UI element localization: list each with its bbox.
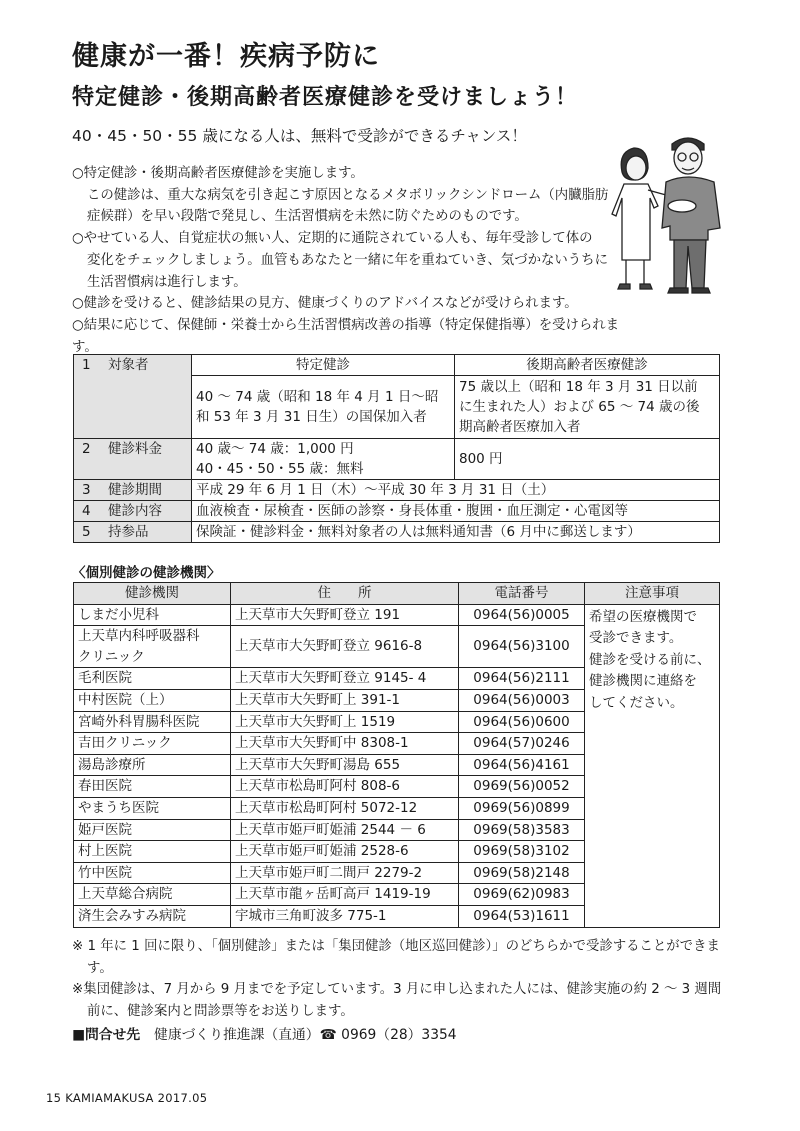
clinic-name (74, 604, 231, 626)
table-cell: 保険証・健診料金・無料対象者の人は無料通知書（6 月中に郵送します） (192, 522, 720, 543)
clinic-phone: 0969(58)2148 (459, 862, 585, 884)
bullet-line: ○結果に応じて、保健師・栄養士から生活習慣病改善の指導（特定保健指導）を受けられます。 (72, 317, 620, 355)
row-label: 対象者 (108, 357, 149, 373)
contact-phone: 0969（28）3354 (341, 1027, 457, 1043)
clinic-name-line: 中村医院（上） (78, 691, 173, 708)
clinic-name-line: やまうち医院 (78, 799, 159, 816)
cell-line: 75 歳以上（昭和 18 年 3 月 31 日以前 (459, 379, 698, 395)
page-footer: 15 KAMIAMAKUSA 2017.05 (46, 1091, 208, 1105)
footnote: ※集団健診は、7 月から 9 月までを予定しています。3 月に申し込まれた人には、健診実施の約 2 ～ 3 週間前に、健診案内と問診票等をお送りします。 (72, 982, 722, 1020)
cell-line: 期高齢者医療加入者 (459, 419, 581, 435)
note-line: してください。 (589, 694, 684, 711)
clinic-phone: 0964(56)0600 (459, 711, 585, 733)
clinic-address: 上天草市松島町阿村 808-6 (231, 776, 459, 798)
clinic-name (74, 884, 231, 906)
clinic-phone: 0964(56)2111 (459, 668, 585, 690)
table-row (74, 439, 720, 480)
row-label: 健診内容 (108, 503, 162, 519)
row-label: 健診料金 (108, 441, 162, 457)
contact-label: ■問合せ先 (72, 1027, 141, 1043)
clinic-name (74, 797, 231, 819)
clinic-phone: 0964(56)0003 (459, 689, 585, 711)
row-number: 4 (82, 503, 91, 519)
intro-text: 40・45・50・55 歳になる人は、無料で受診ができるチャンス！ (72, 127, 527, 145)
clinic-address: 上天草市姫戸町姫浦 2544 － 6 (231, 819, 459, 841)
clinic-name (74, 841, 231, 863)
column-header: 後期高齢者医療健診 (455, 355, 720, 376)
clinic-name (74, 862, 231, 884)
clinic-address: 上天草市大矢野町上 391-1 (231, 689, 459, 711)
phone-icon: ☎ (319, 1027, 337, 1043)
column-header: 住 所 (231, 583, 459, 605)
clinic-address: 上天草市大矢野町登立 191 (231, 604, 459, 626)
contact-info (72, 1023, 457, 1043)
clinic-name-line: 姫戸医院 (78, 821, 132, 838)
clinic-name (74, 754, 231, 776)
row-number: 5 (82, 524, 91, 540)
nurse-figure (612, 148, 670, 289)
bullet-line: ○健診を受けると、健診結果の見方、健康づくりのアドバイスなどが受けられます。 (72, 296, 578, 312)
page-subtitle: 特定健診・後期高齢者医療健診を受けましょう！ (72, 85, 579, 110)
clinic-phone: 0969(58)3102 (459, 841, 585, 863)
row-number: 2 (82, 441, 91, 457)
table-row (74, 522, 720, 543)
clinic-address: 上天草市大矢野町中 8308-1 (231, 733, 459, 755)
clinic-name (74, 905, 231, 927)
clinic-address: 上天草市松島町阿村 5072-12 (231, 797, 459, 819)
footnotes (72, 936, 722, 1023)
clinic-name (74, 776, 231, 798)
bullet-line: この健診は、重大な病気を引き起こす原因となるメタボリックシンドローム（内臓脂肪 (87, 187, 609, 203)
clinic-phone: 0964(56)0005 (459, 604, 585, 626)
column-header: 注意事項 (585, 583, 720, 605)
clinic-name (74, 626, 231, 668)
clinic-name (74, 689, 231, 711)
cell-line: 40 ～ 74 歳（昭和 18 年 4 月 1 日～昭 (196, 389, 439, 405)
clinic-address: 上天草市姫戸町姫浦 2528-6 (231, 841, 459, 863)
column-header: 健診機関 (74, 583, 231, 605)
clinic-phone: 0964(56)4161 (459, 754, 585, 776)
table-cell: 血液検査・尿検査・医師の診察・身長体重・腹囲・血圧測定・心電図等 (192, 501, 720, 522)
clinic-name-line: クリニック (78, 648, 145, 665)
screening-summary-table (73, 354, 720, 543)
clinic-phone: 0969(58)3583 (459, 819, 585, 841)
bullet-line: ○特定健診・後期高齢者医療健診を実施します。 (72, 166, 364, 181)
clinic-address: 上天草市龍ヶ岳町高戸 1419-19 (231, 884, 459, 906)
bullet-line: ○やせている人、自覚症状の無い人、定期的に通院されている人も、毎年受診して体の (72, 231, 593, 247)
column-header: 特定健診 (192, 355, 455, 376)
note-line: 希望の医療機関で (589, 608, 697, 625)
note-line: 健診を受ける前に、 (589, 651, 711, 668)
cell-line: 40 歳～ 74 歳：1,000 円 (196, 441, 354, 457)
clinic-address: 上天草市大矢野町登立 9616-8 (231, 626, 459, 668)
patient-figure (662, 138, 720, 293)
nurse-and-patient-illustration (604, 128, 732, 298)
row-label: 健診期間 (108, 482, 162, 498)
clinic-name-line: しまだ小児科 (78, 606, 159, 623)
clinic-name (74, 668, 231, 690)
clinic-address: 上天草市大矢野町登立 9145- 4 (231, 668, 459, 690)
clinic-notes (585, 604, 720, 927)
row-header (74, 439, 192, 480)
column-header: 電話番号 (459, 583, 585, 605)
clinic-name (74, 711, 231, 733)
cell-line: 和 53 年 3 月 31 日生）の国保加入者 (196, 409, 427, 425)
footnote: ※ 1 年に 1 回に限り、「個別健診」または「集団健診（地区巡回健診）」のどちらかで受診することができます。 (72, 939, 720, 976)
clinic-name-line: 上天草内科呼吸器科 (78, 628, 200, 645)
row-label: 持参品 (108, 524, 149, 540)
row-number: 3 (82, 482, 91, 498)
clinic-name-line: 春田医院 (78, 778, 132, 795)
row-header (74, 522, 192, 543)
row-header (74, 355, 192, 439)
table-header-row (74, 583, 720, 605)
clinic-name-line: 毛利医院 (78, 670, 132, 687)
clinic-name-line: 湯島診療所 (78, 756, 146, 773)
row-header (74, 480, 192, 501)
clinic-address: 上天草市姫戸町二間戸 2279-2 (231, 862, 459, 884)
clinic-address: 宇城市三角町波多 775-1 (231, 905, 459, 927)
table-row (74, 480, 720, 501)
cell-line: に生まれた人）および 65 ～ 74 歳の後 (459, 399, 700, 415)
clinic-name (74, 733, 231, 755)
clinics-table (73, 582, 720, 928)
clinic-name-line: 上天草総合病院 (78, 886, 173, 903)
clinic-name-line: 村上医院 (78, 843, 132, 860)
clinic-phone: 0969(62)0983 (459, 884, 585, 906)
clinic-name-line: 吉田クリニック (78, 735, 172, 752)
bullet-line: 生活習慣病は進行します。 (87, 274, 247, 290)
clinic-phone: 0969(56)0052 (459, 776, 585, 798)
table-cell (455, 376, 720, 439)
table-row (74, 501, 720, 522)
clinic-name-line: 宮崎外科胃腸科医院 (78, 713, 200, 730)
clinic-name (74, 819, 231, 841)
clinic-name-line: 済生会みすみ病院 (78, 907, 186, 924)
table-row (74, 604, 720, 626)
note-line: 健診機関に連絡を (589, 673, 697, 690)
table-cell: 800 円 (455, 439, 720, 480)
clinic-phone: 0964(57)0246 (459, 733, 585, 755)
cell-line: 40・45・50・55 歳：無料 (196, 461, 364, 477)
table-cell (192, 376, 455, 439)
table-row (74, 355, 720, 376)
bullet-line: 症候群）を早い段階で発見し、生活習慣病を未然に防ぐためのものです。 (87, 209, 528, 225)
clinic-phone: 0964(56)3100 (459, 626, 585, 668)
clinic-phone: 0969(56)0899 (459, 797, 585, 819)
clinic-address: 上天草市大矢野町上 1519 (231, 711, 459, 733)
bullet-list (72, 163, 632, 358)
bullet-line: 変化をチェックしましょう。血管もあなたと一緒に年を重ねていき、気づかないうちに (87, 252, 608, 268)
table-cell (192, 439, 455, 480)
note-line: 受診できます。 (589, 630, 683, 647)
clinics-heading: 〈個別健診の健診機関〉 (72, 565, 221, 581)
clinic-address: 上天草市大矢野町湯島 655 (231, 754, 459, 776)
contact-dept: 健康づくり推進課（直通） (154, 1027, 320, 1043)
page-title: 健康が一番！疾病予防に (72, 41, 380, 72)
table-cell: 平成 29 年 6 月 1 日（木）～平成 30 年 3 月 31 日（土） (192, 480, 720, 501)
row-number: 1 (82, 357, 91, 373)
clinic-name-line: 竹中医院 (78, 864, 132, 881)
row-header (74, 501, 192, 522)
clinic-phone: 0964(53)1611 (459, 905, 585, 927)
